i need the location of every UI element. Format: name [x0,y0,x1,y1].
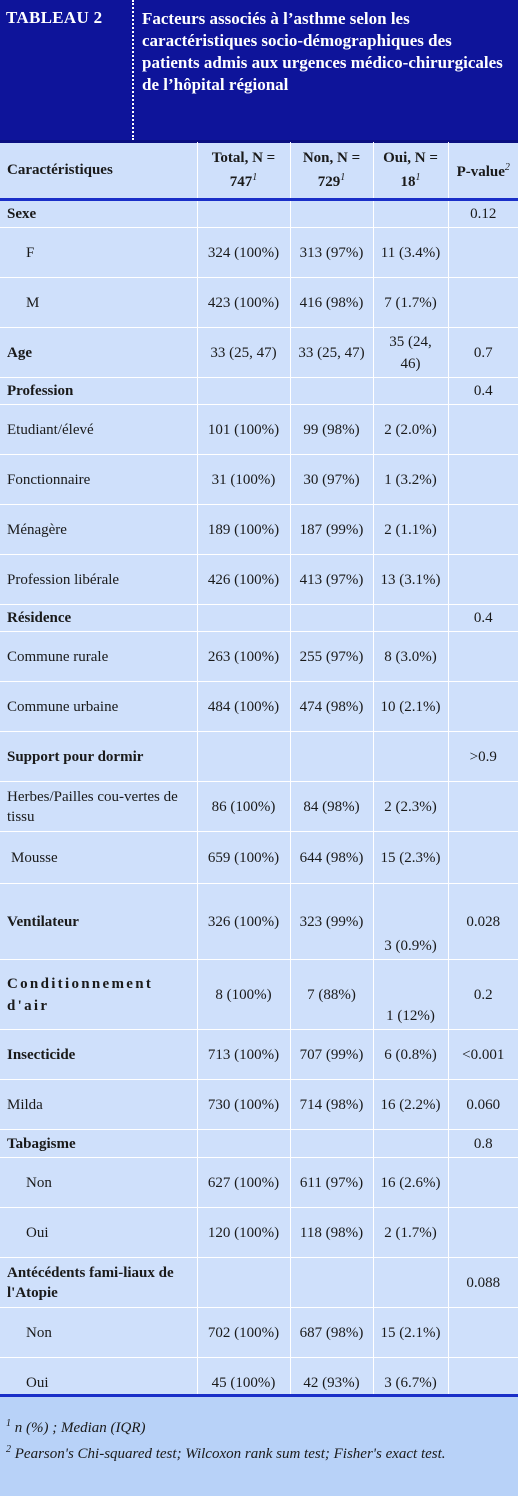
row-label: Commune rurale [0,632,197,682]
table-footnotes [0,1394,518,1496]
cell-pvalue [448,632,518,682]
table-row-insecticide [0,1030,518,1080]
row-label: Fonctionnaire [0,455,197,505]
table-row [0,1158,518,1208]
row-label: M [0,278,197,328]
row-label: Tabagisme [0,1130,197,1158]
table-number-label: TABLEAU 2 [0,0,134,140]
cell-total: 659 (100%) [197,832,290,884]
cell-total: 484 (100%) [197,682,290,732]
table-row [0,555,518,605]
cell-non [290,378,373,405]
cell-pvalue [448,278,518,328]
table-row [0,682,518,732]
cell-total: 627 (100%) [197,1158,290,1208]
row-label: Non [0,1158,197,1208]
cell-oui: 8 (3.0%) [373,632,448,682]
table-row [0,1208,518,1258]
cell-total [197,378,290,405]
cell-non: 30 (97%) [290,455,373,505]
cell-total: 730 (100%) [197,1080,290,1130]
cell-total: 101 (100%) [197,405,290,455]
row-label: Age [0,328,197,378]
cell-oui: 15 (2.3%) [373,832,448,884]
cell-non: 413 (97%) [290,555,373,605]
row-label: Résidence [0,605,197,632]
cell-oui: 1 (12%) [373,960,448,1030]
cell-total: 86 (100%) [197,782,290,832]
row-label: Insecticide [0,1030,197,1080]
cell-non: 611 (97%) [290,1158,373,1208]
row-label: Conditionnement d'air [0,960,197,1030]
cell-non [290,1258,373,1308]
cell-oui: 2 (2.3%) [373,782,448,832]
cell-non: 187 (99%) [290,505,373,555]
table-header-banner [0,0,518,143]
table-row-ventilateur [0,884,518,960]
cell-oui [373,200,448,228]
cell-pvalue [448,455,518,505]
cell-pvalue: 0.8 [448,1130,518,1158]
cell-total [197,1258,290,1308]
table-row-profession [0,378,518,405]
cell-non: 7 (88%) [290,960,373,1030]
cell-pvalue: 0.088 [448,1258,518,1308]
table-row [0,405,518,455]
cell-total: 263 (100%) [197,632,290,682]
cell-non: 687 (98%) [290,1308,373,1358]
data-table [0,142,518,1408]
table-row [0,1308,518,1358]
cell-pvalue: 0.4 [448,605,518,632]
cell-oui: 3 (0.9%) [373,884,448,960]
footnote-1: $^1$ n (%) ; Median (IQR) [6,1418,146,1436]
cell-non: 707 (99%) [290,1030,373,1080]
column-header-row [0,142,518,200]
cell-pvalue: 0.028 [448,884,518,960]
cell-oui: 35 (24, 46) [373,328,448,378]
cell-oui: 7 (1.7%) [373,278,448,328]
row-label: Ménagère [0,505,197,555]
cell-oui: 15 (2.1%) [373,1308,448,1358]
cell-total: 45 (100%) [197,1358,290,1408]
row-label: Antécédents fami-liaux de l'Atopie [0,1258,197,1308]
cell-oui: 11 (3.4%) [373,228,448,278]
cell-total: 713 (100%) [197,1030,290,1080]
cell-non: 416 (98%) [290,278,373,328]
col-header-oui: Oui, $N = 18^1$ [373,142,448,200]
cell-oui: 1 (3.2%) [373,455,448,505]
cell-total [197,605,290,632]
table-row-age [0,328,518,378]
cell-non [290,605,373,632]
cell-oui: 2 (1.1%) [373,505,448,555]
cell-total [197,200,290,228]
table-row [0,832,518,884]
cell-non: 255 (97%) [290,632,373,682]
cell-total: 702 (100%) [197,1308,290,1358]
col-header-pvalue: P-value$^2$ [448,142,518,200]
table-row [0,228,518,278]
row-label: Etudiant/élevé [0,405,197,455]
cell-non: 42 (93%) [290,1358,373,1408]
table-row-support [0,732,518,782]
table-row-atopie [0,1258,518,1308]
cell-total: 426 (100%) [197,555,290,605]
cell-pvalue [448,1208,518,1258]
footnote-2: $^2$ Pearson's Chi-squared test; Wilcoxon rank sum test; Fisher's exact test. [6,1444,446,1462]
cell-total: 326 (100%) [197,884,290,960]
row-label: F [0,228,197,278]
cell-non: 84 (98%) [290,782,373,832]
table-row [0,455,518,505]
cell-oui [373,378,448,405]
row-label: Mousse [0,832,197,884]
cell-total: 120 (100%) [197,1208,290,1258]
table-title: Facteurs associés à l’asthme selon les caractéristiques socio-démographiques des patients admis aux urgences médico-chirurgicales de l’hôpital régional [142,9,503,94]
cell-pvalue [448,1308,518,1358]
cell-pvalue: >0.9 [448,732,518,782]
row-label: Milda [0,1080,197,1130]
cell-non: 474 (98%) [290,682,373,732]
cell-pvalue: 0.060 [448,1080,518,1130]
cell-oui: 2 (2.0%) [373,405,448,455]
cell-non: 323 (99%) [290,884,373,960]
table-row-residence [0,605,518,632]
cell-total [197,1130,290,1158]
cell-pvalue [448,228,518,278]
cell-non: 118 (98%) [290,1208,373,1258]
row-label: Non [0,1308,197,1358]
cell-pvalue [448,682,518,732]
cell-pvalue: 0.12 [448,200,518,228]
cell-total: 8 (100%) [197,960,290,1030]
cell-total: 324 (100%) [197,228,290,278]
cell-pvalue [448,405,518,455]
cell-non: 644 (98%) [290,832,373,884]
cell-non: 714 (98%) [290,1080,373,1130]
cell-total: 189 (100%) [197,505,290,555]
cell-total [197,732,290,782]
cell-total: 33 (25, 47) [197,328,290,378]
table-row-milda [0,1080,518,1130]
cell-oui: 16 (2.6%) [373,1158,448,1208]
cell-pvalue: 0.4 [448,378,518,405]
table-row-tabagisme [0,1130,518,1158]
row-label: Herbes/Pailles cou-vertes de tissu [0,782,197,832]
row-label: Ventilateur [0,884,197,960]
cell-oui: 3 (6.7%) [373,1358,448,1408]
cell-oui: 13 (3.1%) [373,555,448,605]
table-row [0,505,518,555]
cell-oui: 16 (2.2%) [373,1080,448,1130]
cell-pvalue [448,782,518,832]
cell-pvalue [448,505,518,555]
cell-pvalue: 0.7 [448,328,518,378]
cell-non: 313 (97%) [290,228,373,278]
cell-pvalue [448,555,518,605]
cell-pvalue: 0.2 [448,960,518,1030]
cell-oui: 6 (0.8%) [373,1030,448,1080]
cell-non [290,732,373,782]
col-header-non: Non, $N = 729^1$ [290,142,373,200]
row-label: Oui [0,1358,197,1408]
cell-pvalue [448,1158,518,1208]
cell-total: 31 (100%) [197,455,290,505]
table-row [0,782,518,832]
row-label: Profession libérale [0,555,197,605]
row-label: Sexe [0,200,197,228]
cell-non [290,200,373,228]
cell-pvalue: <0.001 [448,1030,518,1080]
cell-oui [373,1130,448,1158]
cell-pvalue [448,832,518,884]
cell-non: 99 (98%) [290,405,373,455]
row-label: Commune urbaine [0,682,197,732]
table-row [0,278,518,328]
table-row-conditionnement [0,960,518,1030]
cell-oui: 10 (2.1%) [373,682,448,732]
col-header-characteristic: Caractéristiques [0,142,197,200]
cell-oui: 2 (1.7%) [373,1208,448,1258]
cell-oui [373,732,448,782]
table-row-sexe [0,200,518,228]
cell-oui [373,605,448,632]
cell-non: 33 (25, 47) [290,328,373,378]
cell-oui [373,1258,448,1308]
row-label: Oui [0,1208,197,1258]
table-row [0,632,518,682]
row-label: Support pour dormir [0,732,197,782]
cell-total: 423 (100%) [197,278,290,328]
row-label: Profession [0,378,197,405]
col-header-total: Total, $N = 747^1$ [197,142,290,200]
cell-non [290,1130,373,1158]
